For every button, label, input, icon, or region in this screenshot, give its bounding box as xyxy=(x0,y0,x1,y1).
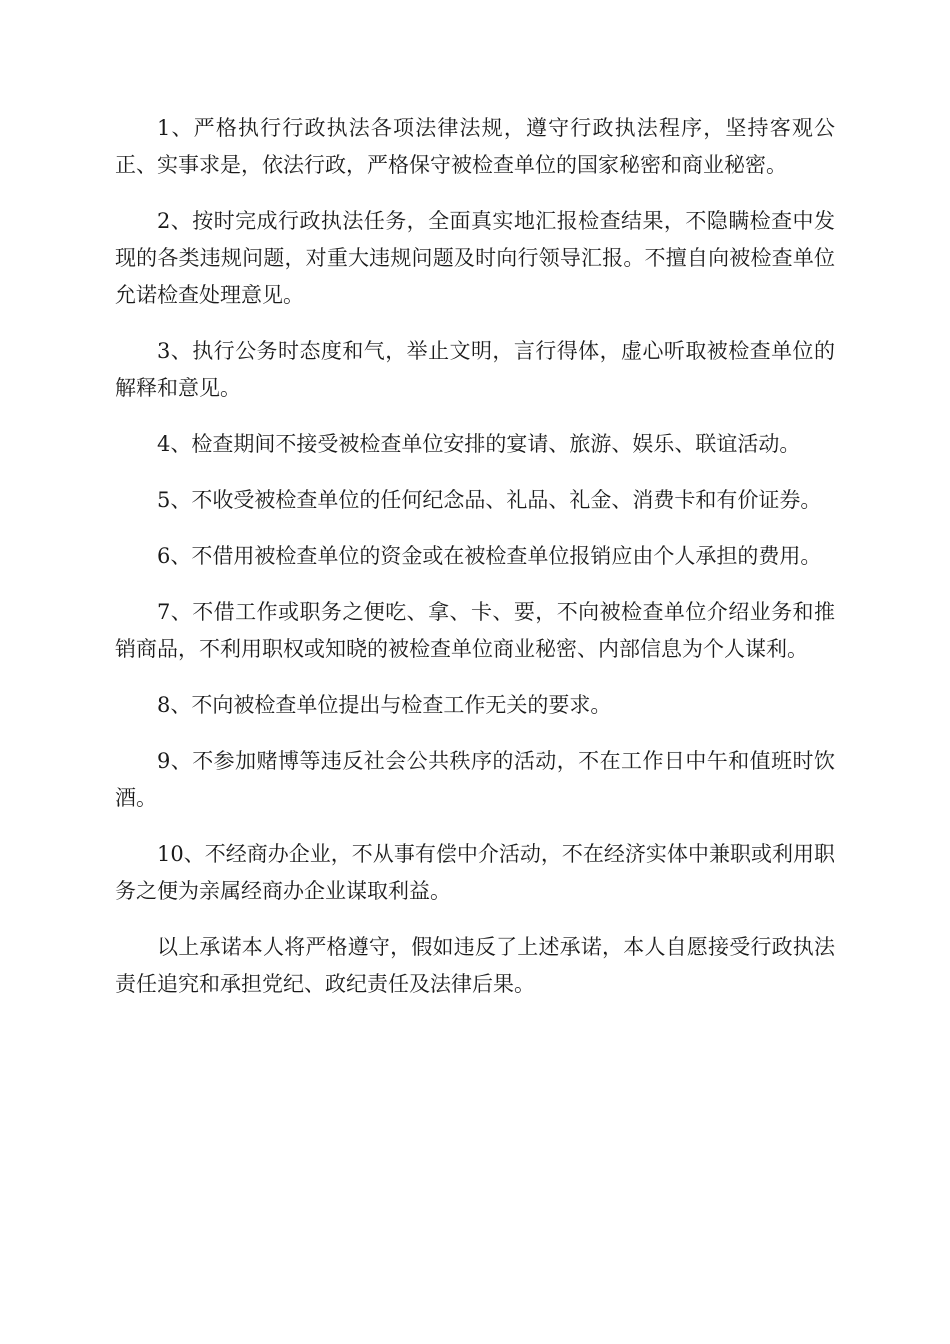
commitment-item-5: 5、不收受被检查单位的任何纪念品、礼品、礼金、消费卡和有价证券。 xyxy=(157,488,822,512)
commitment-item-6: 6、不借用被检查单位的资金或在被检查单位报销应由个人承担的费用。 xyxy=(157,544,822,568)
closing-statement: 以上承诺本人将严格遵守，假如违反了上述承诺，本人自愿接受行政执法责任追究和承担党纪、政纪责任及法律后果。 xyxy=(115,935,835,996)
commitment-item-10: 10、不经商办企业，不从事有偿中介活动，不在经济实体中兼职或利用职务之便为亲属经商办企业谋取利益。 xyxy=(115,842,835,903)
commitment-item-7: 7、不借工作或职务之便吃、拿、卡、要，不向被检查单位介绍业务和推销商品，不利用职权或知晓的被检查单位商业秘密、内部信息为个人谋利。 xyxy=(115,600,835,661)
commitment-item-3: 3、执行公务时态度和气，举止文明，言行得体，虚心听取被检查单位的解释和意见。 xyxy=(115,339,835,400)
commitment-item-2: 2、按时完成行政执法任务，全面真实地汇报检查结果，不隐瞒检查中发现的各类违规问题，对重大违规问题及时向行领导汇报。不擅自向被检查单位允诺检查处理意见。 xyxy=(115,209,835,307)
commitment-item-1: 1、严格执行行政执法各项法律法规，遵守行政执法程序，坚持客观公正、实事求是，依法行政，严格保守被检查单位的国家秘密和商业秘密。 xyxy=(115,116,835,177)
document-body xyxy=(115,110,835,1022)
commitment-item-9: 9、不参加赌博等违反社会公共秩序的活动，不在工作日中午和值班时饮酒。 xyxy=(115,749,835,810)
commitment-item-4: 4、检查期间不接受被检查单位安排的宴请、旅游、娱乐、联谊活动。 xyxy=(157,432,801,456)
commitment-item-8: 8、不向被检查单位提出与检查工作无关的要求。 xyxy=(157,693,612,717)
